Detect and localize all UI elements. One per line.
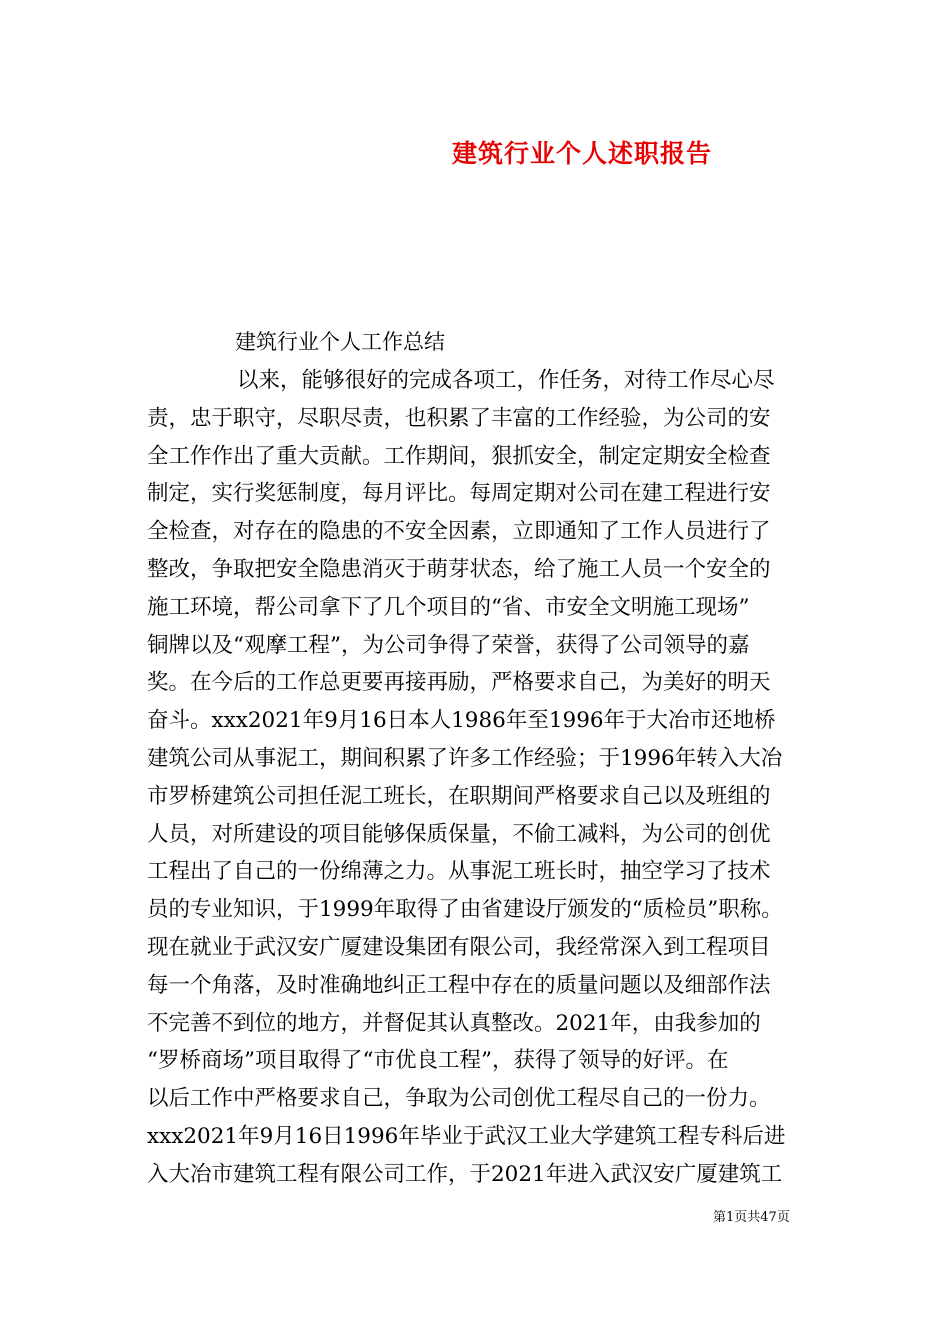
body-line: 入大冶市建筑工程有限公司工作，于2021年进入武汉安广厦建筑工 <box>147 1161 783 1187</box>
document-body <box>147 362 827 1194</box>
body-line: 铜牌以及“观摩工程”，为公司争得了荣誉，获得了公司领导的嘉 <box>147 632 750 658</box>
body-line: 员的专业知识，于1999年取得了由省建设厅颁发的“质检员”职称。 <box>147 897 783 923</box>
body-line: 建筑公司从事泥工，期间积累了许多工作经验；于1996年转入大冶 <box>147 745 783 771</box>
body-line: 奋斗。xxx2021年9月16日本人1986年至1996年于大冶市还地桥 <box>147 708 776 734</box>
body-line: 现在就业于武汉安广厦建设集团有限公司，我经常深入到工程项目 <box>147 934 771 960</box>
body-line: 每一个角落，及时准确地纠正工程中存在的质量问题以及细部作法 <box>147 972 771 998</box>
body-line: 全工作作出了重大贡献。工作期间，狠抓安全，制定定期安全检查 <box>147 443 771 469</box>
body-line: 全检查，对存在的隐患的不安全因素，立即通知了工作人员进行了 <box>147 519 771 545</box>
body-line: “罗桥商场”项目取得了“市优良工程”，获得了领导的好评。在 <box>147 1048 729 1074</box>
document-subtitle: 建筑行业个人工作总结 <box>235 330 445 354</box>
body-line: 以来，能够很好的完成各项工，作任务，对待工作尽心尽 <box>237 368 775 393</box>
body-line: 整改，争取把安全隐患消灭于萌芽状态，给了施工人员一个安全的 <box>147 556 771 582</box>
body-line: 奖。在今后的工作总更要再接再励，严格要求自己，为美好的明天 <box>147 670 771 696</box>
body-line: 工程出了自己的一份绵薄之力。从事泥工班长时，抽空学习了技术 <box>147 859 771 885</box>
body-line: 责，忠于职守，尽职尽责，也积累了丰富的工作经验，为公司的安 <box>147 405 771 431</box>
body-line: 不完善不到位的地方，并督促其认真整改。2021年，由我参加的 <box>147 1010 761 1036</box>
body-line: 人员，对所建设的项目能够保质保量，不偷工减料，为公司的创优 <box>147 821 771 847</box>
body-line: 市罗桥建筑公司担任泥工班长，在职期间严格要求自己以及班组的 <box>147 783 771 809</box>
body-line: 制定，实行奖惩制度，每月评比。每周定期对公司在建工程进行安 <box>147 481 771 507</box>
body-line: 施工环境，帮公司拿下了几个项目的“省、市安全文明施工现场” <box>147 594 750 620</box>
body-line: xxx2021年9月16日1996年毕业于武汉工业大学建筑工程专科后进 <box>147 1123 786 1149</box>
page-number: 第1页共47页 <box>713 1210 790 1225</box>
document-title: 建筑行业个人述职报告 <box>452 139 713 168</box>
body-line: 以后工作中严格要求自己，争取为公司创优工程尽自己的一份力。 <box>147 1086 771 1112</box>
